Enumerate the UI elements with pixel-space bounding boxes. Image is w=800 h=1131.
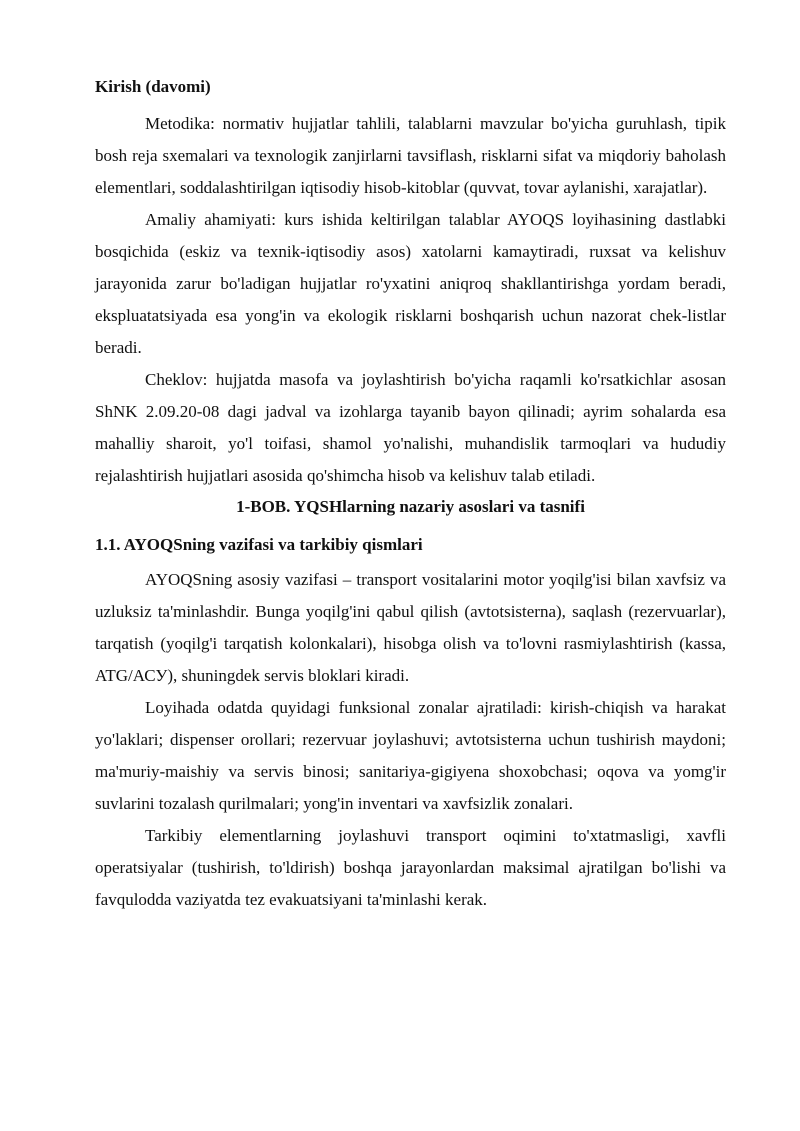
paragraph-element-layout: Tarkibiy elementlarning joylashuvi transport oqimini to'xtatmasligi, xavfli operatsiyalar (tushirish, to'ldirish) boshqa jarayonlardan maksimal ajratilgan bo'lishi va favqulodda vaziyatda tez evakuatsiyani ta'minlashi kerak. [95,826,726,909]
paragraph-practical-significance: Amaliy ahamiyati: kurs ishida keltirilgan talablar AYOQS loyihasining dastlabki bosqichida (eskiz va texnik-iqtisodiy asos) xatolarni kamaytiradi, ruxsat va kelishuv jarayonida zarur bo'ladigan hujjatlar ro'yxatini aniqroq shakllantirishga yordam beradi, ekspluatatsiyada esa yong'in va ekologik risklarni boshqarish uchun nazorat chek-listlar beradi. [95,210,726,357]
paragraph-limitation: Cheklov: hujjatda masofa va joylashtirish bo'yicha raqamli ko'rsatkichlar asosan ShNK 2.09.20-08 dagi jadval va izohlarga tayanib bayon qilinadi; ayrim sohalarda esa mahalliy sharoit, yo'l toifasi, shamol yo'nalishi, muhandislik tarmoqlari va hududiy rejalashtirish hujjatlari asosida qo'shimcha hisob va kelishuv talab etiladi. [95,370,726,485]
paragraph-functional-zones: Loyihada odatda quyidagi funksional zonalar ajratiladi: kirish-chiqish va harakat yo'laklari; dispenser orollari; rezervuar joylashuvi; avtotsisterna uchun tushirish maydoni; ma'muriy-maishiy va servis binosi; sanitariya-gigiyena shoxobchasi; oqova va yomg'ir suvlarini tozalash qurilmalari; yong'in inventari va xavfsizlik zonalari. [95,698,726,813]
chapter-heading: 1-BOB. YQSHlarning nazariy asoslari va tasnifi [236,497,585,516]
intro-heading: Kirish (davomi) [95,77,211,96]
section-heading: 1.1. AYOQSning vazifasi va tarkibiy qismlari [95,535,423,554]
paragraph-main-purpose: AYOQSning asosiy vazifasi – transport vositalarini motor yoqilg'isi bilan xavfsiz va uzluksiz ta'minlashdir. Bunga yoqilg'ini qabul qilish (avtotsisterna), saqlash (rezervuarlar), tarqatish (yoqilg'i tarqatish kolonkalari), hisobga olish va to'lovni rasmiylashtirish (kassa, ATG/АСУ), shuningdek servis bloklari kiradi. [95,570,726,685]
paragraph-methodology: Metodika: normativ hujjatlar tahlili, talablarni mavzular bo'yicha guruhlash, tipik bosh reja sxemalari va texnologik zanjirlarni tavsiflash, risklarni sifat va miqdoriy baholash elementlari, soddalashtirilgan iqtisodiy hisob-kitoblar (quvvat, tovar aylanishi, xarajatlar). [95,114,726,197]
document-page [95,74,726,916]
